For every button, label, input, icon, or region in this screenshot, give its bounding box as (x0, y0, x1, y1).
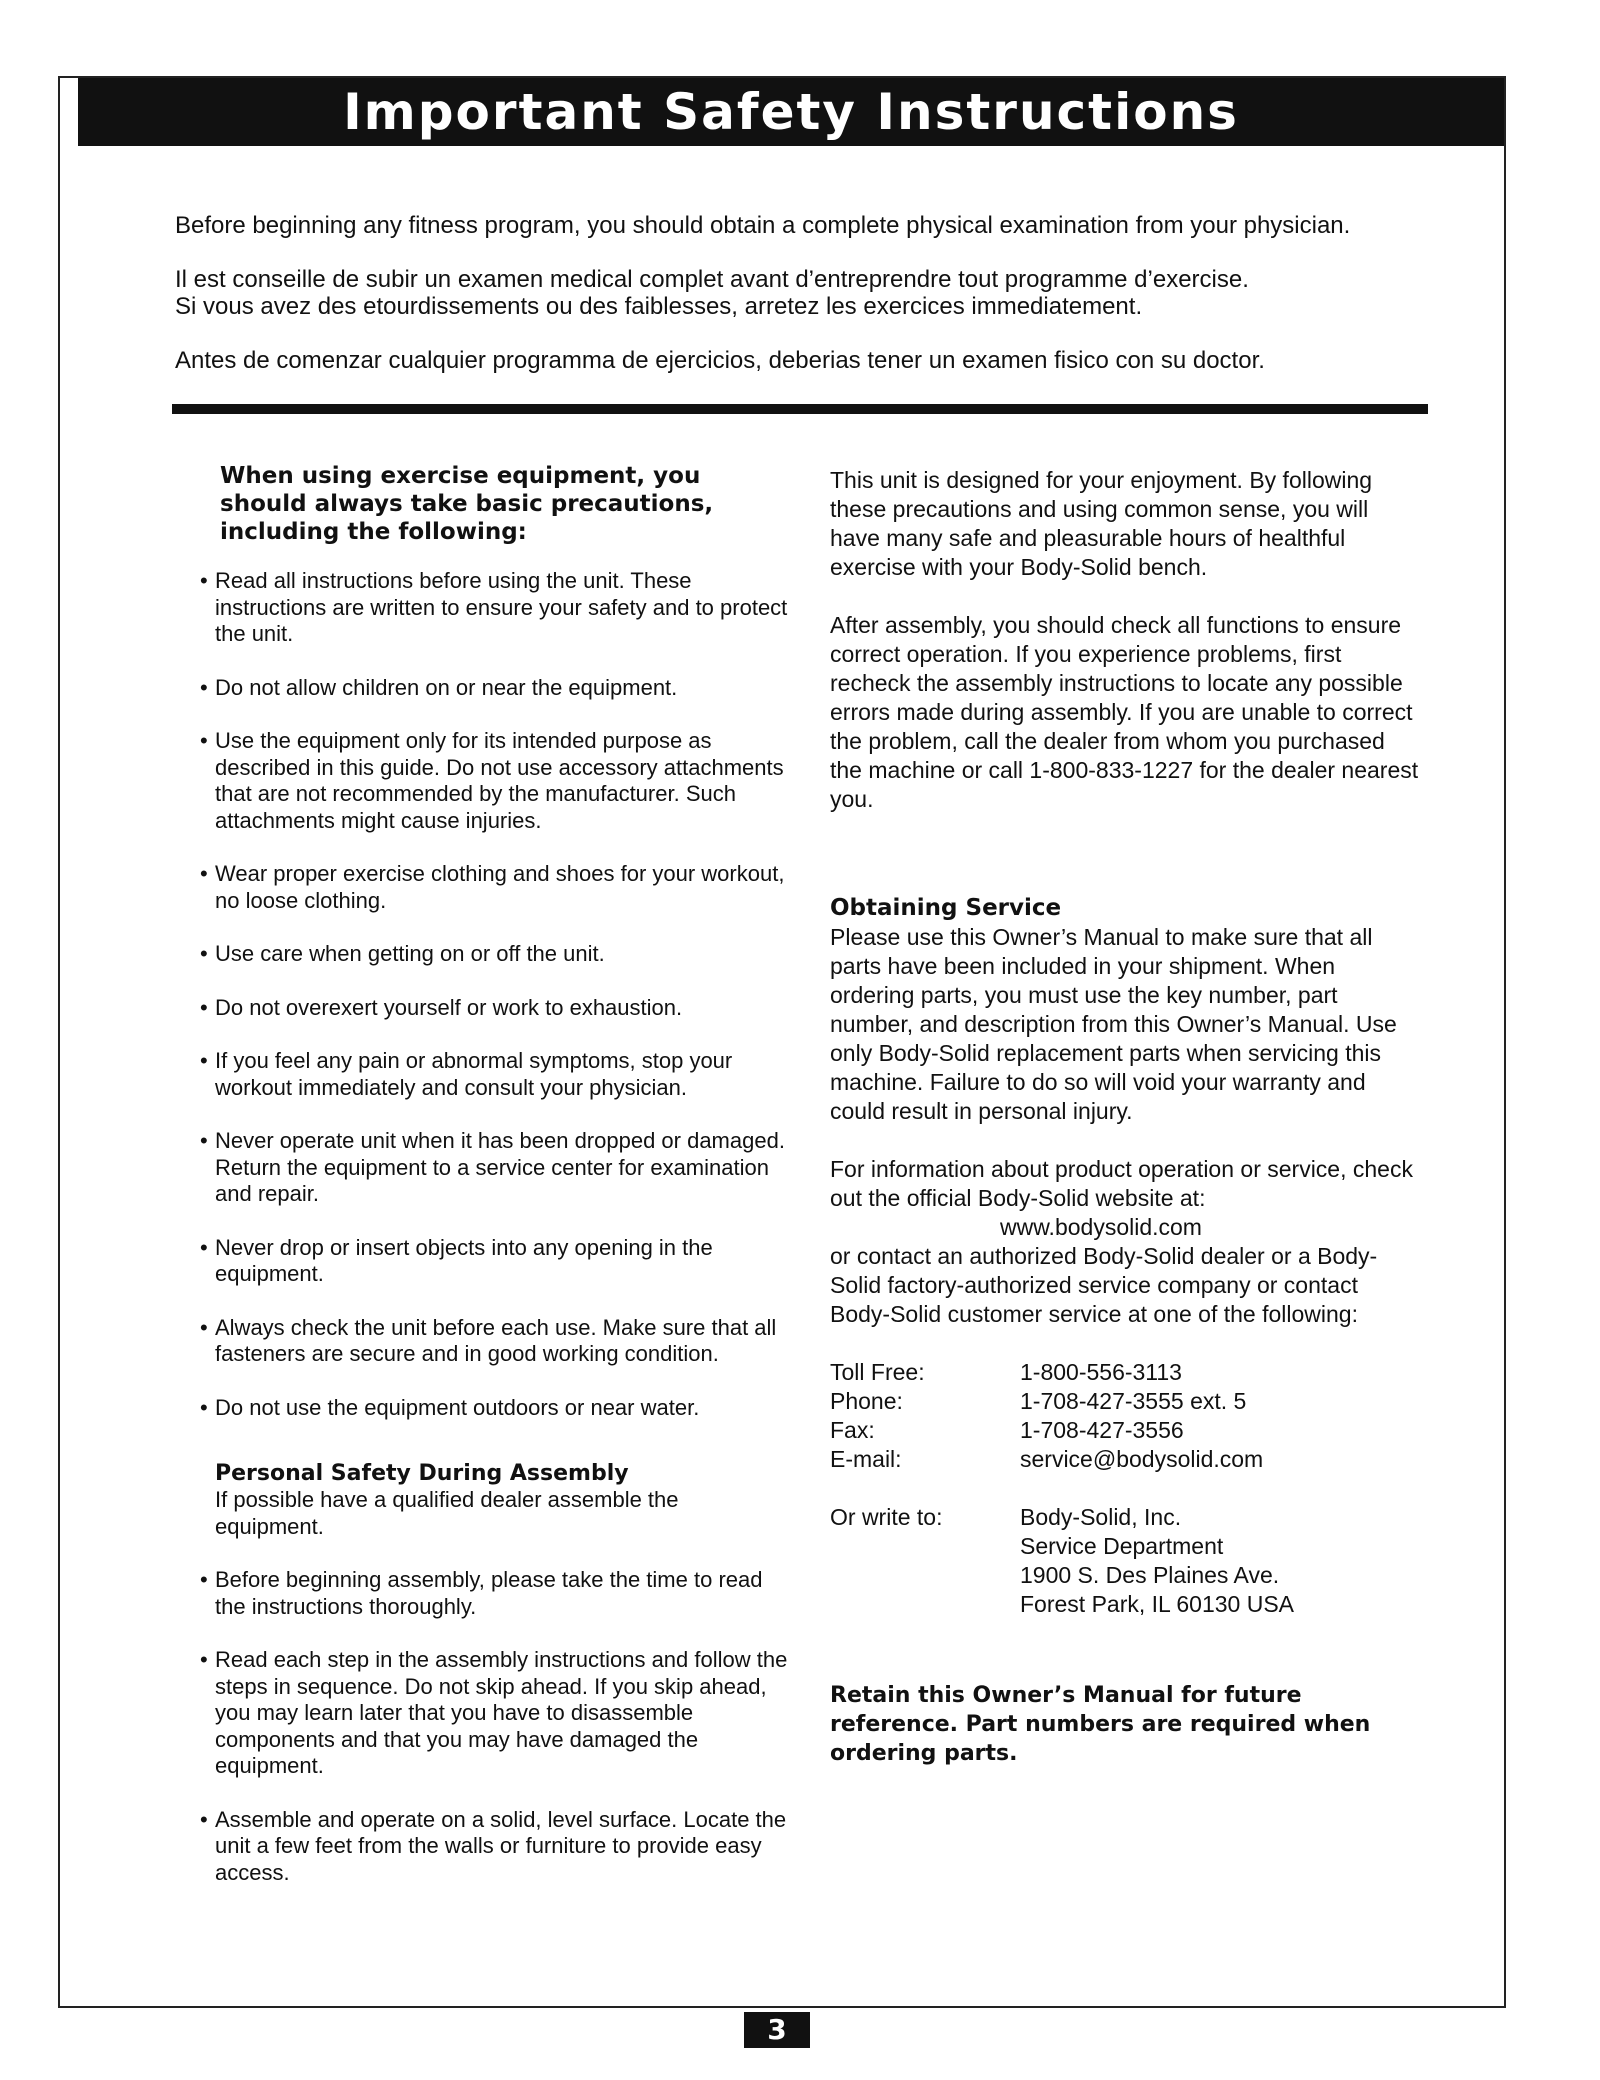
contact-row (830, 1445, 1294, 1474)
toll-free-label: Toll Free: (830, 1359, 925, 1385)
address-row (830, 1503, 1294, 1619)
assembly-section (215, 1461, 790, 1540)
address-line: Forest Park, IL 60130 USA (1020, 1591, 1295, 1617)
precaution-item: • Never drop or insert objects into any opening in the equipment. (190, 1235, 790, 1288)
contact-row (830, 1387, 1294, 1416)
precaution-item: • Use care when getting on or off the unit. (190, 941, 790, 968)
intro-english: Before beginning any fitness program, you should obtain a complete physical examination from your physician. (175, 212, 1351, 239)
page-title: Important Safety Instructions (78, 78, 1504, 146)
intro-french-line-1: Il est conseille de subir un examen medical complet avant d’entreprendre tout programme d’exercise. (175, 266, 1249, 293)
intro-french-line-2: Si vous avez des etourdissements ou des faiblesses, arretez les exercices immediatement. (175, 293, 1143, 320)
info-paragraph: For information about product operation or service, check out the official Body-Solid website at: (830, 1156, 1413, 1211)
precaution-item: • Never operate unit when it has been dropped or damaged. Return the equipment to a service center for examination and repair. (190, 1128, 790, 1208)
intro-french (175, 266, 1435, 320)
contact-row (830, 1358, 1294, 1387)
service-paragraph: Please use this Owner’s Manual to make sure that all parts have been included in your shipment. When ordering parts, you must use the key number, part number, and description from this Owner’s Manual. Use only Body-Solid replacement parts when servicing this machine. Failure to do so will void your warranty and could result in personal injury. (830, 924, 1397, 1124)
precaution-item: • If you feel any pain or abnormal symptoms, stop your workout immediately and consult your physician. (190, 1048, 790, 1101)
precautions-heading: When using exercise equipment, you should always take basic precautions, including the following: (220, 463, 714, 545)
email-address[interactable]: service@bodysolid.com (1020, 1446, 1264, 1472)
mailing-address (1020, 1503, 1294, 1619)
contact-paragraph: or contact an authorized Body-Solid dealer or a Body-Solid factory-authorized service company or contact Body-Solid customer service at one of the following: (830, 1243, 1378, 1327)
assembly-intro: If possible have a qualified dealer assemble the equipment. (215, 1487, 679, 1539)
spacer-cell (830, 1474, 1020, 1503)
spacer-cell (1020, 1474, 1294, 1503)
contact-row (830, 1416, 1294, 1445)
precaution-item: • Use the equipment only for its intended purpose as described in this guide. Do not use accessory attachments that are not recommended by the manufacturer. Such attachments might cause injuries. (190, 728, 790, 834)
toll-free-number[interactable]: 1-800-556-3113 (1020, 1359, 1182, 1385)
spacer-row (830, 1474, 1294, 1503)
write-label: Or write to: (830, 1504, 943, 1530)
assembly-item: • Assemble and operate on a solid, level surface. Locate the unit a few feet from the walls or furniture to provide easy access. (190, 1807, 790, 1887)
retain-manual-note: Retain this Owner’s Manual for future reference. Part numbers are required when ordering parts. (830, 1683, 1371, 1766)
fax-number: 1-708-427-3556 (1020, 1417, 1184, 1443)
website-link[interactable]: www.bodysolid.com (1000, 1214, 1202, 1240)
fax-label: Fax: (830, 1417, 875, 1443)
assembly-heading: Personal Safety During Assembly (215, 1461, 629, 1486)
right-column (830, 466, 1420, 1768)
precaution-item: • Always check the unit before each use. Make sure that all fasteners are secure and in good working condition. (190, 1315, 790, 1368)
email-label: E-mail: (830, 1446, 902, 1472)
assembly-check-paragraph: After assembly, you should check all functions to ensure correct operation. If you experience problems, first recheck the assembly instructions to locate any possible errors made during assembly. If you are unable to correct the problem, call the dealer from whom you purchased the machine or call 1-800-833-1227 for the dealer nearest you. (830, 612, 1419, 812)
left-column (190, 462, 790, 1913)
intro-section (175, 212, 1435, 401)
contact-table (830, 1358, 1294, 1619)
phone-label: Phone: (830, 1388, 903, 1414)
enjoyment-paragraph: This unit is designed for your enjoyment. By following these precautions and using common sense, you will have many safe and pleasurable hours of healthful exercise with your Body-Solid bench. (830, 467, 1373, 580)
phone-number[interactable]: 1-708-427-3555 ext. 5 (1020, 1388, 1247, 1414)
precaution-item: • Do not allow children on or near the equipment. (190, 675, 790, 702)
assembly-item: • Read each step in the assembly instructions and follow the steps in sequence. Do not skip ahead. If you skip ahead, you may learn later that you have to disassemble components and that you may have damaged the equipment. (190, 1647, 790, 1780)
precaution-item: • Read all instructions before using the unit. These instructions are written to ensure your safety and to protect the unit. (190, 568, 790, 648)
address-line: Body-Solid, Inc. (1020, 1504, 1182, 1530)
precaution-item: • Do not overexert yourself or work to exhaustion. (190, 995, 790, 1022)
intro-spanish: Antes de comenzar cualquier programma de ejercicios, deberias tener un examen fisico con su doctor. (175, 347, 1265, 374)
address-line: Service Department (1020, 1533, 1224, 1559)
service-heading: Obtaining Service (830, 895, 1062, 921)
precaution-item: • Do not use the equipment outdoors or near water. (190, 1395, 790, 1422)
page-number: 3 (744, 2012, 810, 2048)
precaution-item: • Wear proper exercise clothing and shoes for your workout, no loose clothing. (190, 861, 790, 914)
assembly-item: • Before beginning assembly, please take the time to read the instructions thoroughly. (190, 1567, 790, 1620)
address-line: 1900 S. Des Plaines Ave. (1020, 1562, 1280, 1588)
section-divider (172, 404, 1428, 414)
